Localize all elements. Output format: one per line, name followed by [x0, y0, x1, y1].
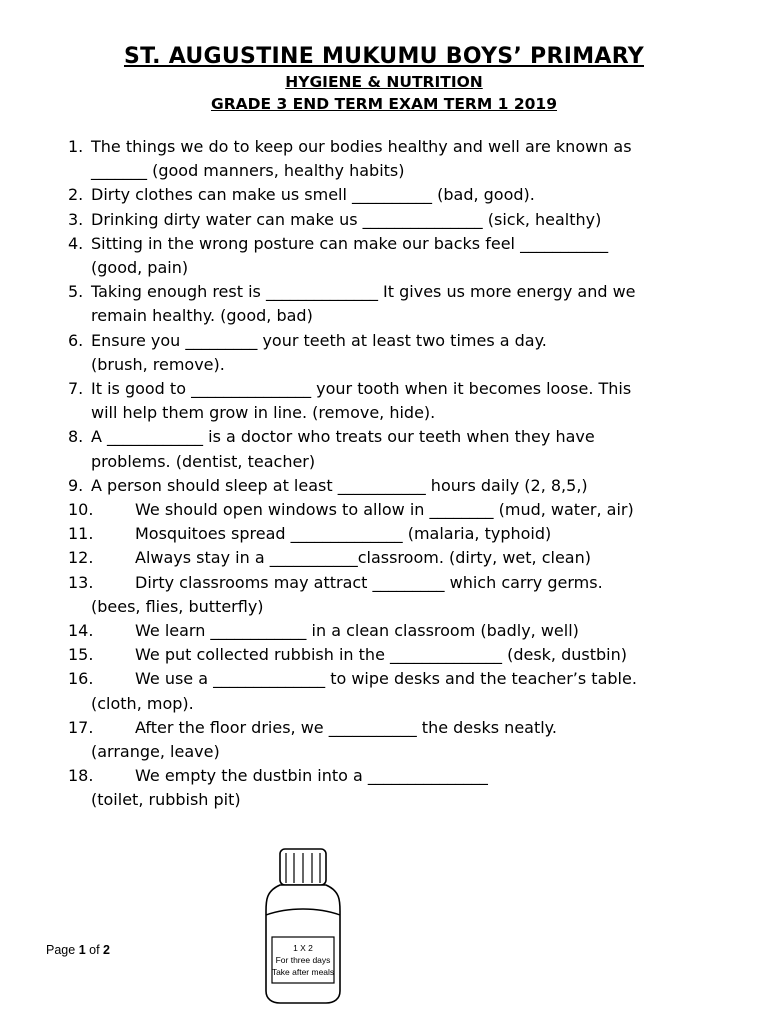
question-text: Ensure you _________ your teeth at least two times a day.: [91, 330, 547, 350]
page-total: 2: [103, 943, 110, 957]
school-title: ST. AUGUSTINE MUKUMU BOYS’ PRIMARY: [123, 44, 644, 69]
question-number: 14.: [68, 621, 94, 640]
question-number: 15.: [68, 645, 94, 665]
question-text: We put collected rubbish in the ______________ (desk, dustbin): [135, 645, 627, 665]
question-number: 7.: [68, 379, 84, 398]
question-options: problems. (dentist, teacher): [91, 451, 316, 471]
page-word: Page: [46, 943, 76, 957]
question-text: It is good to _______________ your tooth when it becomes loose. This: [91, 379, 632, 398]
question-text: The things we do to keep our bodies healthy and well are known as: [91, 137, 632, 156]
question-number: 16.: [68, 669, 94, 689]
question-number: 17.: [68, 717, 94, 737]
question-number: 5.: [68, 282, 84, 302]
question-number: 18.: [68, 766, 94, 786]
question-options: (good, pain): [91, 258, 189, 277]
label-instruction: Take after meals: [271, 967, 335, 977]
question-text: Drinking dirty water can make us _______________ (sick, healthy): [91, 209, 602, 229]
question-text: Taking enough rest is ______________ It gives us more energy and we: [91, 282, 636, 302]
question-number: 9.: [68, 475, 84, 495]
page-current: 1: [78, 943, 86, 957]
question-options: (brush, remove).: [91, 354, 225, 374]
label-duration: For three days: [275, 955, 331, 965]
question-number: 8.: [68, 427, 84, 447]
question-number: 3.: [68, 209, 84, 229]
medicine-bottle-illustration: [258, 845, 348, 1005]
question-number: 10.: [68, 500, 94, 519]
question-options: (toilet, rubbish pit): [91, 790, 241, 810]
subject-title: HYGIENE & NUTRITION: [285, 73, 483, 91]
question-text: A person should sleep at least ___________ hours daily (2, 8,5,): [91, 475, 588, 495]
question-text: Always stay in a ___________classroom. (dirty, wet, clean): [135, 548, 591, 568]
question-text: A ____________ is a doctor who treats our teeth when they have: [91, 427, 595, 447]
question-text: We empty the dustbin into a _______________: [135, 766, 488, 786]
question-number: 13.: [68, 572, 94, 592]
question-text: We learn ____________ in a clean classroom (badly, well): [135, 621, 579, 640]
page-footer: [46, 943, 110, 957]
question-options: remain healthy. (good, bad): [91, 306, 313, 326]
question-number: 6.: [68, 330, 84, 350]
exam-title: GRADE 3 END TERM EXAM TERM 1 2019: [210, 95, 558, 113]
question-options: (cloth, mop).: [91, 693, 194, 713]
question-text: We should open windows to allow in ________ (mud, water, air): [135, 500, 634, 519]
question-text: We use a ______________ to wipe desks and the teacher’s table.: [135, 669, 637, 689]
question-number: 4.: [68, 233, 84, 253]
question-options: (arrange, leave): [91, 742, 220, 761]
question-number: 11.: [68, 524, 94, 544]
question-options: _______ (good manners, healthy habits): [91, 161, 405, 181]
question-number: 12.: [68, 548, 94, 568]
question-text: Mosquitoes spread ______________ (malaria, typhoid): [135, 524, 552, 544]
question-text: Sitting in the wrong posture can make our backs feel ___________: [91, 233, 609, 253]
question-options: (bees, flies, butterfly): [91, 596, 264, 616]
question-text: Dirty clothes can make us smell __________ (bad, good).: [91, 185, 535, 205]
question-text: Dirty classrooms may attract _________ which carry germs.: [135, 572, 603, 592]
question-number: 2.: [68, 185, 84, 205]
question-number: 1.: [68, 137, 84, 156]
question-text: After the floor dries, we ___________ the desks neatly.: [135, 717, 557, 737]
label-dose: 1 X 2: [293, 943, 313, 953]
question-options: will help them grow in line. (remove, hide).: [91, 403, 436, 423]
of-word: of: [89, 943, 100, 957]
